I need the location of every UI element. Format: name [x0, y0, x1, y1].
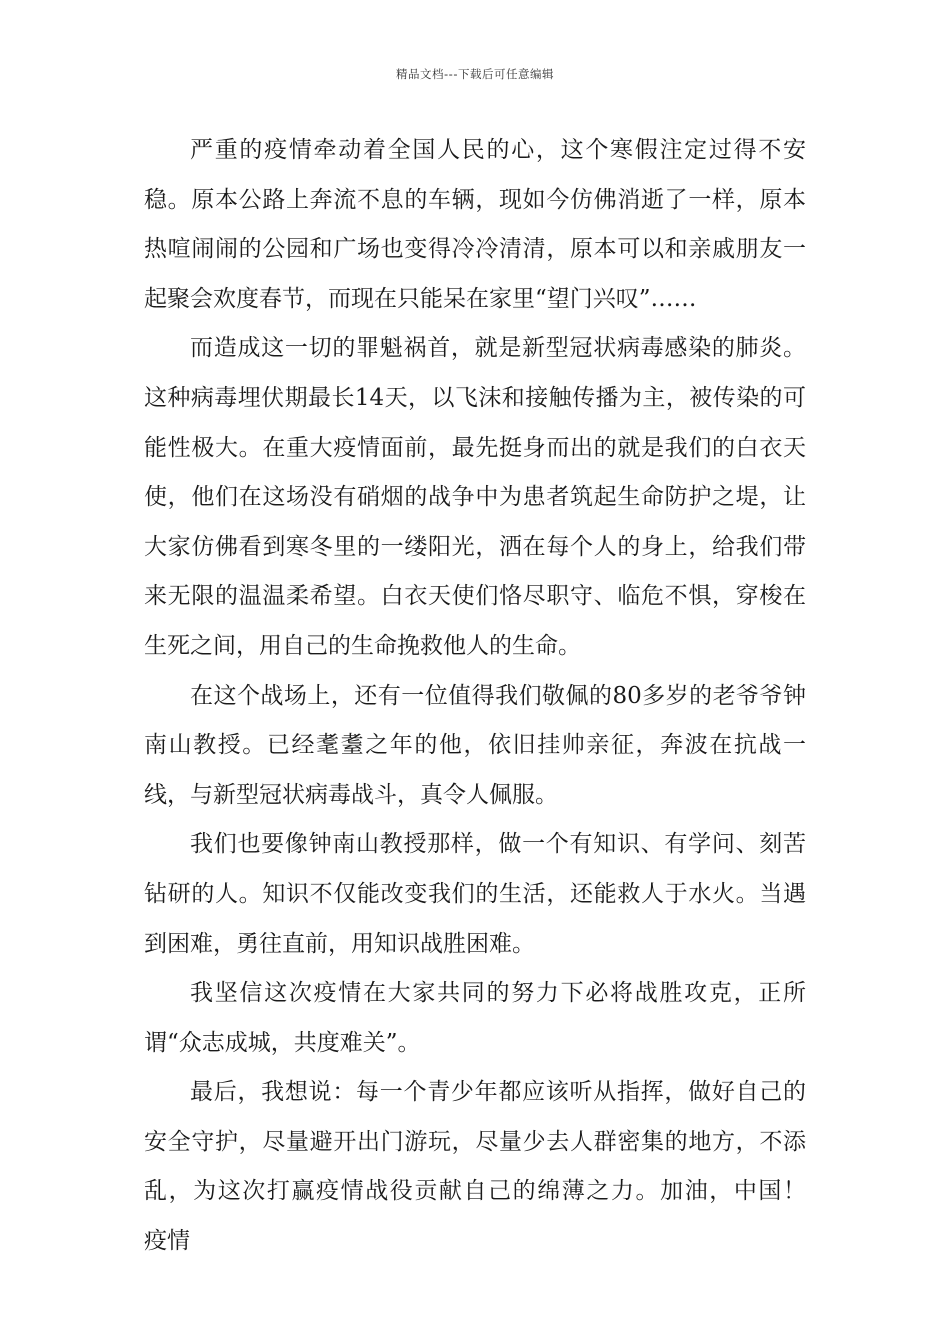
paragraph-2: 而造成这一切的罪魁祸首，就是新型冠状病毒感染的肺炎。这种病毒埋伏期最长14天，以飞沫和接触传播为主，被传染的可能性极大。在重大疫情面前，最先挺身而出的就是我们的白衣天使，他们在这场没有硝烟的战争中为患者筑起生命防护之堤，让大家仿佛看到寒冬里的一缕阳光，洒在每个人的身上，给我们带来无限的温温柔希望。白衣天使们恪尽职守、临危不惧，穿梭在生死之间，用自己的生命挽救他人的生命。: [144, 335, 806, 659]
page-header: 精品文档---下载后可任意编辑: [396, 67, 554, 81]
paragraph-5: 我坚信这次疫情在大家共同的努力下必将战胜攻克，正所谓“众志成城，共度难关”。: [144, 980, 806, 1056]
document-body: [144, 126, 852, 1267]
paragraph-1: 严重的疫情牵动着全国人民的心，这个寒假注定过得不安稳。原本公路上奔流不息的车辆，现如今仿佛消逝了一样，原本热喧闹闹的公园和广场也变得冷冷清清，原本可以和亲戚朋友一起聚会欢度春节，而现在只能呆在家里“望门兴叹”……: [144, 137, 806, 312]
paragraph-4: 我们也要像钟南山教授那样，做一个有知识、有学问、刻苦钻研的人。知识不仅能改变我们的生活，还能救人于水火。当遇到困难，勇往直前，用知识战胜困难。: [144, 831, 806, 957]
paragraph-6: 最后，我想说：每一个青少年都应该听从指挥，做好自己的安全守护，尽量避开出门游玩，尽量少去人群密集的地方，不添乱，为这次打赢疫情战役贡献自己的绵薄之力。加油，中国！ 疫情: [144, 1079, 852, 1255]
paragraph-3: 在这个战场上，还有一位值得我们敬佩的80多岁的老爷爷钟南山教授。已经耄耋之年的他，依旧挂帅亲征，奔波在抗战一线，与新型冠状病毒战斗，真令人佩服。: [144, 682, 806, 808]
